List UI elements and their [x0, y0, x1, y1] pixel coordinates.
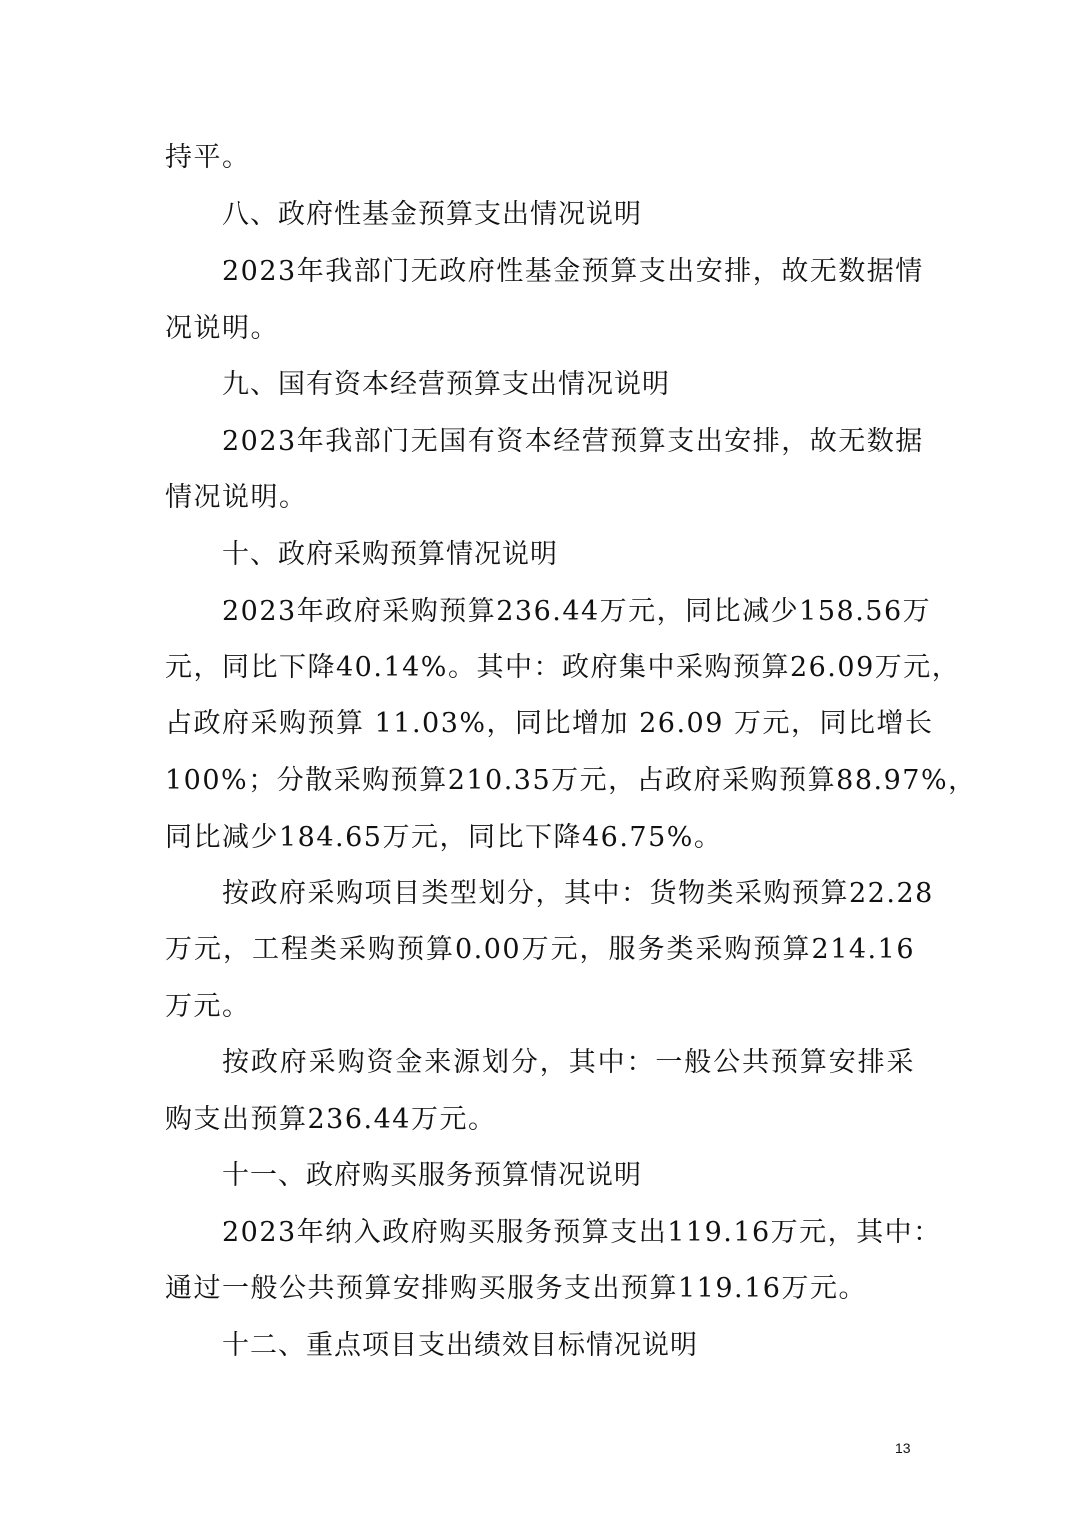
- paragraph-line: 万元，工程类采购预算0.00万元，服务类采购预算214.16: [165, 934, 915, 965]
- section-heading-9: 九、国有资本经营预算支出情况说明: [222, 369, 670, 400]
- paragraph-line: 按政府采购资金来源划分，其中：一般公共预算安排采: [222, 1047, 915, 1078]
- paragraph-line: 2023年政府采购预算236.44万元，同比减少158.56万: [222, 596, 932, 627]
- section-heading-10: 十、政府采购预算情况说明: [222, 539, 558, 570]
- paragraph-line: 同比减少184.65万元，同比下降46.75%。: [165, 822, 723, 853]
- paragraph-line: 万元。: [165, 991, 251, 1022]
- section-heading-12: 十二、重点项目支出绩效目标情况说明: [222, 1330, 698, 1361]
- paragraph-line: 占政府采购预算 11.03%，同比增加 26.09 万元，同比增长: [165, 708, 934, 739]
- section-heading-8: 八、政府性基金预算支出情况说明: [222, 199, 642, 230]
- paragraph-line: 元，同比下降40.14%。其中：政府集中采购预算26.09万元，: [165, 652, 961, 683]
- paragraph-line: 2023年我部门无政府性基金预算支出安排，故无数据情: [222, 256, 924, 287]
- paragraph-line: 持平。: [165, 142, 251, 173]
- paragraph-line: 购支出预算236.44万元。: [165, 1104, 497, 1135]
- paragraph-line: 2023年纳入政府购买服务预算支出119.16万元，其中：: [222, 1217, 942, 1248]
- paragraph-line: 通过一般公共预算安排购买服务支出预算119.16万元。: [165, 1273, 867, 1304]
- paragraph-line: 况说明。: [165, 313, 279, 344]
- section-heading-11: 十一、政府购买服务预算情况说明: [222, 1160, 642, 1191]
- page-number: 13: [895, 1440, 911, 1456]
- paragraph-line: 按政府采购项目类型划分，其中：货物类采购预算22.28: [222, 878, 934, 909]
- paragraph-line: 100%；分散采购预算210.35万元，占政府采购预算88.97%，: [165, 765, 977, 796]
- paragraph-line: 2023年我部门无国有资本经营预算支出安排，故无数据: [222, 426, 924, 457]
- paragraph-line: 情况说明。: [165, 482, 308, 513]
